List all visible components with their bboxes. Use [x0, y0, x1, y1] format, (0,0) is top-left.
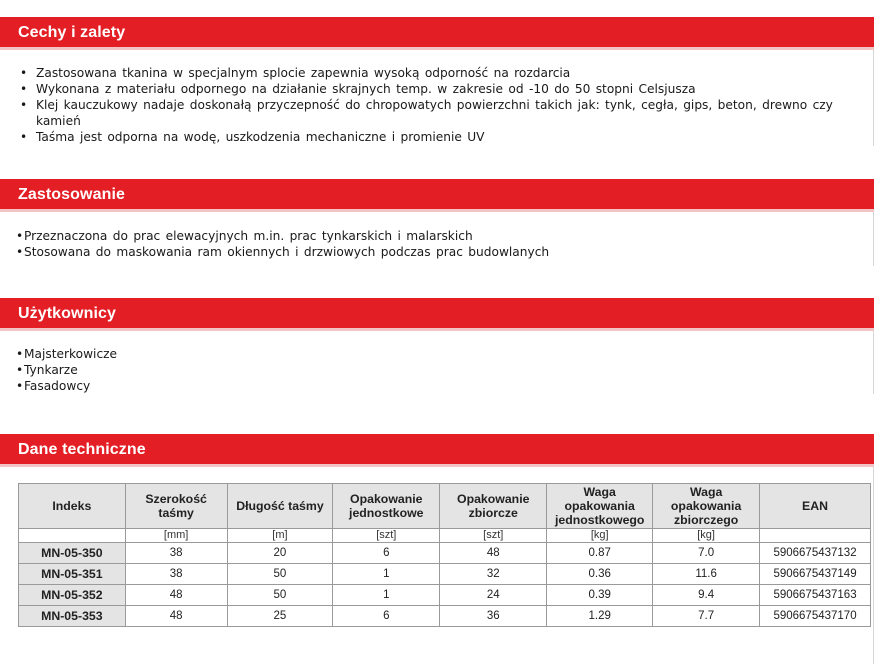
- section-body-applications: [0, 212, 874, 266]
- section-header-applications: [0, 179, 874, 212]
- table-cell: 50: [227, 585, 333, 606]
- unit-cell: [szt]: [333, 529, 440, 543]
- table-cell: 0.87: [547, 543, 653, 564]
- unit-cell: [szt]: [440, 529, 547, 543]
- column-header: EAN: [760, 484, 871, 529]
- list-item: • Klej kauczukowy nadaje doskonałą przyczepność do chropowatych powierzchni takich jak: tynk, cegła, gips, beton, drewno czy kamień: [20, 98, 833, 128]
- table-cell: 7.0: [653, 543, 760, 564]
- table-cell: 25: [227, 606, 333, 627]
- table-cell: 5906675437149: [760, 564, 871, 585]
- unit-cell: [kg]: [547, 529, 653, 543]
- section-title: Użytkownicy: [18, 305, 117, 322]
- table-cell: 32: [440, 564, 547, 585]
- list-item: • Przeznaczona do prac elewacyjnych m.in. prac tynkarskich i malarskich: [16, 229, 473, 243]
- table-cell: 48: [125, 606, 227, 627]
- list-item: • Tynkarze: [16, 363, 78, 377]
- tech-data-table: [18, 483, 871, 627]
- unit-cell: [mm]: [125, 529, 227, 543]
- users-list: [0, 346, 873, 394]
- table-cell: 24: [440, 585, 547, 606]
- table-cell: 50: [227, 564, 333, 585]
- section-title: Zastosowanie: [18, 186, 126, 203]
- index-cell: MN-05-353: [19, 606, 126, 627]
- index-cell: MN-05-352: [19, 585, 126, 606]
- table-cell: 38: [125, 564, 227, 585]
- table-row: [19, 606, 871, 627]
- column-header: Długość taśmy: [227, 484, 333, 529]
- table-cell: 5906675437132: [760, 543, 871, 564]
- section-header-users: [0, 298, 874, 331]
- index-cell: MN-05-350: [19, 543, 126, 564]
- section-header-tech-data: [0, 434, 874, 467]
- unit-cell: [m]: [227, 529, 333, 543]
- table-units-row: [19, 529, 871, 543]
- table-cell: 38: [125, 543, 227, 564]
- index-cell: MN-05-351: [19, 564, 126, 585]
- applications-list: [0, 228, 873, 260]
- unit-cell: [kg]: [653, 529, 760, 543]
- list-item: • Fasadowcy: [16, 379, 91, 393]
- list-item: • Zastosowana tkanina w specjalnym splocie zapewnia wysoką odporność na rozdarcia: [20, 66, 571, 80]
- column-header: Indeks: [19, 484, 126, 529]
- table-cell: 5906675437170: [760, 606, 871, 627]
- list-item: • Majsterkowicze: [16, 347, 118, 361]
- table-cell: 48: [440, 543, 547, 564]
- table-cell: 1: [333, 585, 440, 606]
- list-item: • Stosowana do maskowania ram okiennych i drzwiowych podczas prac budowlanych: [16, 245, 550, 259]
- table-cell: 48: [125, 585, 227, 606]
- section-body-features: [0, 50, 874, 146]
- column-header: Opakowanie zbiorcze: [440, 484, 547, 529]
- table-cell: 20: [227, 543, 333, 564]
- table-cell: 0.36: [547, 564, 653, 585]
- section-title: Dane techniczne: [18, 441, 146, 458]
- table-cell: 36: [440, 606, 547, 627]
- table-row: [19, 585, 871, 606]
- unit-cell: [760, 529, 871, 543]
- table-header-row: [19, 484, 871, 529]
- table-cell: 5906675437163: [760, 585, 871, 606]
- section-header-features: [0, 17, 874, 50]
- features-list: [0, 65, 873, 145]
- column-header: Opakowanie jednostkowe: [333, 484, 440, 529]
- table-cell: 6: [333, 606, 440, 627]
- unit-cell: [19, 529, 126, 543]
- table-cell: 11.6: [653, 564, 760, 585]
- table-cell: 0.39: [547, 585, 653, 606]
- section-body-users: [0, 331, 874, 394]
- table-cell: 6: [333, 543, 440, 564]
- list-item: • Wykonana z materiału odpornego na działanie skrajnych temp. w zakresie od -10 do 50 stopni Celsjusza: [20, 82, 696, 96]
- table-cell: 1.29: [547, 606, 653, 627]
- section-title: Cechy i zalety: [18, 24, 126, 41]
- column-header: Szerokość taśmy: [125, 484, 227, 529]
- table-cell: 7.7: [653, 606, 760, 627]
- column-header: Waga opakowania zbiorczego: [653, 484, 760, 529]
- table-cell: 1: [333, 564, 440, 585]
- table-row: [19, 564, 871, 585]
- list-item: • Taśma jest odporna na wodę, uszkodzenia mechaniczne i promienie UV: [20, 130, 485, 144]
- table-cell: 9.4: [653, 585, 760, 606]
- table-row: [19, 543, 871, 564]
- column-header: Waga opakowania jednostkowego: [547, 484, 653, 529]
